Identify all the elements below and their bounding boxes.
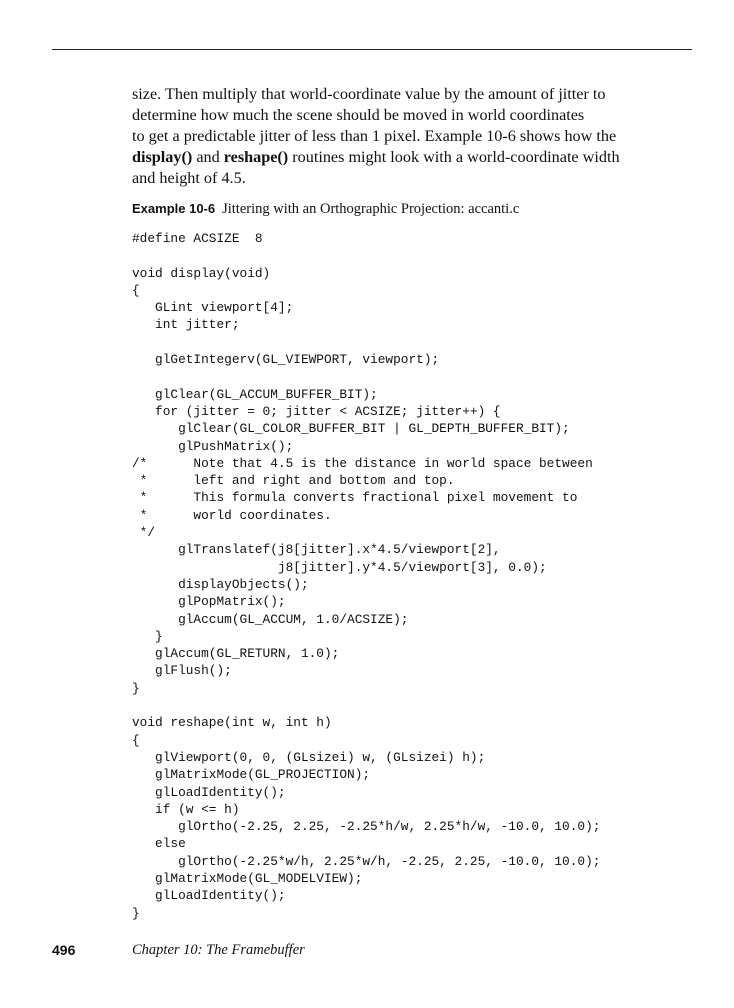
code-line: }: [132, 628, 163, 644]
paragraph-line: [132, 147, 702, 168]
code-line: #define ACSIZE 8: [132, 231, 263, 246]
example-label: Example 10-6: [132, 201, 216, 216]
body-paragraph: [132, 84, 702, 189]
code-line: glOrtho(-2.25, 2.25, -2.25*h/w, 2.25*h/w, -10.0, 10.0);: [132, 819, 601, 835]
example-title: Jittering with an Orthographic Projection: accanti.c: [222, 201, 520, 217]
code-line: {: [132, 732, 140, 748]
code-line: glOrtho(-2.25*w/h, 2.25*w/h, -2.25, 2.25, -10.0, 10.0);: [132, 853, 601, 869]
code-line: [132, 368, 600, 385]
page-number: 496: [52, 942, 76, 958]
code-line: * left and right and bottom and top.: [132, 473, 455, 489]
code-line: * world coordinates.: [132, 507, 332, 523]
paragraph-line: determine how much the scene should be moved in world coordinates: [132, 106, 585, 124]
code-line: void reshape(int w, int h): [132, 715, 332, 731]
running-footer-chapter: Chapter 10: The Framebuffer: [132, 942, 305, 958]
paragraph-fragment: and: [192, 148, 224, 166]
code-line: glAccum(GL_ACCUM, 1.0/ACSIZE);: [132, 611, 409, 627]
header-rule: [52, 49, 692, 50]
code-line: glViewport(0, 0, (GLsizei) w, (GLsizei) h);: [132, 749, 486, 765]
paragraph-fragment: routines might look with a world-coordinate width: [288, 148, 620, 166]
code-line: {: [132, 282, 140, 298]
display-function-name: display(): [132, 148, 193, 166]
paragraph-line: and height of 4.5.: [132, 169, 246, 187]
paragraph-line: size. Then multiply that world-coordinate value by the amount of jitter to: [132, 85, 606, 103]
code-line: glLoadIdentity();: [132, 888, 286, 904]
code-line: glGetIntegerv(GL_VIEWPORT, viewport);: [132, 352, 440, 368]
code-line: glMatrixMode(GL_MODELVIEW);: [132, 870, 363, 886]
code-line: */: [132, 525, 156, 541]
code-line: glClear(GL_COLOR_BUFFER_BIT | GL_DEPTH_BUFFER_BIT);: [132, 421, 570, 437]
code-line: glLoadIdentity();: [132, 784, 286, 800]
code-line: glAccum(GL_RETURN, 1.0);: [132, 646, 340, 662]
code-listing: [132, 230, 600, 922]
code-line: [132, 334, 600, 351]
code-line: /* Note that 4.5 is the distance in world space between: [132, 455, 593, 471]
code-line: glPopMatrix();: [132, 594, 286, 610]
code-line: }: [132, 905, 140, 921]
code-line: displayObjects();: [132, 576, 309, 592]
code-line: GLint viewport[4];: [132, 300, 294, 316]
example-caption: [132, 200, 519, 218]
code-line: int jitter;: [132, 317, 240, 333]
code-line: if (w <= h): [132, 801, 240, 817]
reshape-function-name: reshape(): [223, 148, 289, 166]
code-line: glPushMatrix();: [132, 438, 294, 454]
code-line: }: [132, 680, 140, 696]
code-line: for (jitter = 0; jitter < ACSIZE; jitter++) {: [132, 403, 501, 419]
code-line: glFlush();: [132, 663, 232, 679]
code-line: glMatrixMode(GL_PROJECTION);: [132, 767, 371, 783]
code-line: void display(void): [132, 265, 271, 281]
code-line: glTranslatef(j8[jitter].x*4.5/viewport[2],: [132, 542, 501, 558]
code-line: j8[jitter].y*4.5/viewport[3], 0.0);: [132, 559, 547, 575]
code-line: [132, 247, 600, 264]
code-line: glClear(GL_ACCUM_BUFFER_BIT);: [132, 386, 378, 402]
paragraph-line: to get a predictable jitter of less than 1 pixel. Example 10-6 shows how the: [132, 127, 617, 145]
code-line: else: [132, 836, 186, 852]
code-line: [132, 697, 600, 714]
code-line: * This formula converts fractional pixel movement to: [132, 490, 578, 506]
